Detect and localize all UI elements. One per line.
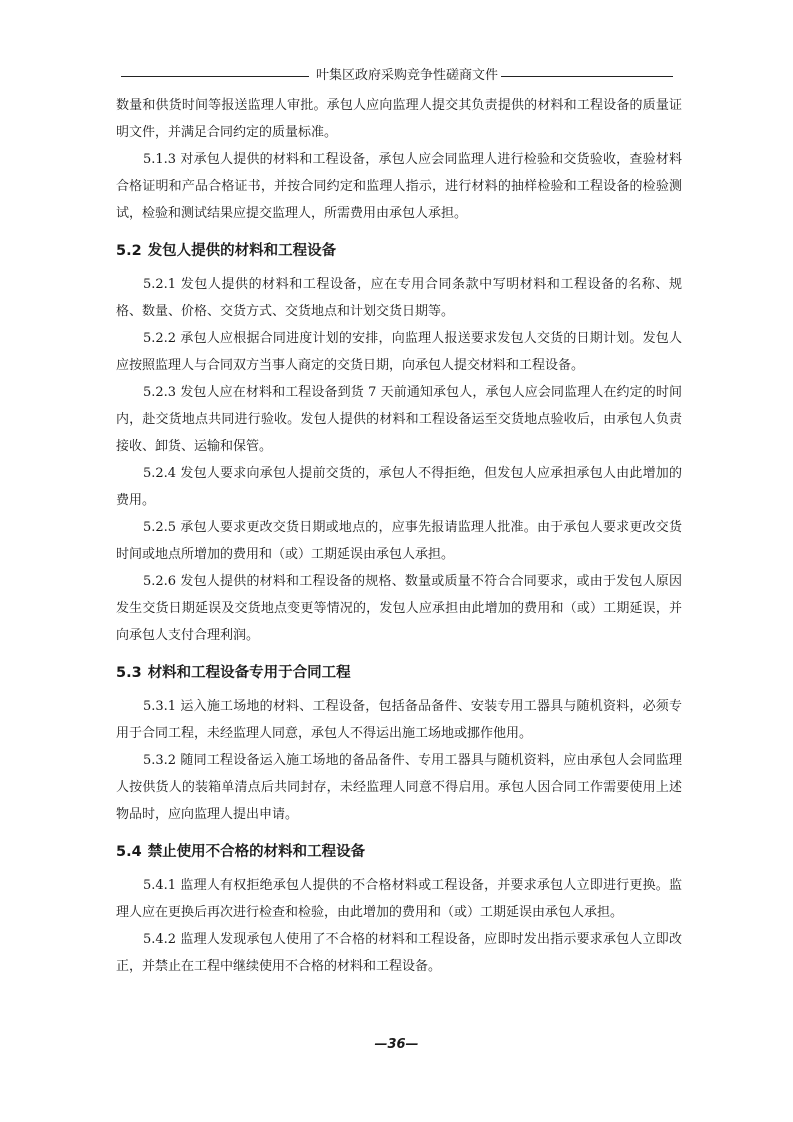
document-body xyxy=(116,92,682,980)
clause-5-2-1: 5.2.1 发包人提供的材料和工程设备，应在专用合同条款中写明材料和工程设备的名称、规格、数量、价格、交货方式、交货地点和计划交货日期等。 xyxy=(116,277,682,319)
section-title: 禁止使用不合格的材料和工程设备 xyxy=(147,844,366,860)
clause-5-2-6: 5.2.6 发包人提供的材料和工程设备的规格、数量或质量不符合合同要求，或由于发包人原因发生交货日期延误及交货地点变更等情况的，发包人应承担由此增加的费用和（或）工期延误，并向承包人支付合理利润。 xyxy=(116,574,682,643)
clause-5-4-1: 5.4.1 监理人有权拒绝承包人提供的不合格材料或工程设备，并要求承包人立即进行更换。监理人应在更换后再次进行检查和检验，由此增加的费用和（或）工期延误由承包人承担。 xyxy=(116,878,682,920)
clause-5-2-3: 5.2.3 发包人应在材料和工程设备到货 7 天前通知承包人，承包人应会同监理人在约定的时间内，赴交货地点共同进行验收。发包人提供的材料和工程设备运至交货地点验收后，由承包人负责接收、卸货、运输和保管。 xyxy=(116,385,682,454)
clause-5-3-2: 5.3.2 随同工程设备运入施工场地的备品备件、专用工器具与随机资料，应由承包人会同监理人按供货人的装箱单清点后共同封存，未经监理人同意不得启用。承包人因合同工作需要使用上述物品时，应向监理人提出申请。 xyxy=(116,753,682,822)
clause-5-2-5: 5.2.5 承包人要求更改交货日期或地点的，应事先报请监理人批准。由于承包人要求更改交货时间或地点所增加的费用和（或）工期延误由承包人承担。 xyxy=(116,520,682,562)
clause-5-4-2: 5.4.2 监理人发现承包人使用了不合格的材料和工程设备，应即时发出指示要求承包人立即改正，并禁止在工程中继续使用不合格的材料和工程设备。 xyxy=(116,932,682,974)
clause-5-3-1: 5.3.1 运入施工场地的材料、工程设备，包括备品备件、安装专用工器具与随机资料，必须专用于合同工程，未经监理人同意，承包人不得运出施工场地或挪作他用。 xyxy=(116,699,682,741)
header-title: 叶集区政府采购竞争性磋商文件 xyxy=(315,68,498,83)
header-rule-right xyxy=(501,76,673,77)
header-rule-left xyxy=(121,76,309,77)
section-number: 5.2 xyxy=(116,243,142,259)
page-number: —36— xyxy=(374,1037,419,1052)
section-title: 材料和工程设备专用于合同工程 xyxy=(147,665,351,681)
section-heading-5-2 xyxy=(116,238,682,264)
section-heading-5-3 xyxy=(116,660,682,686)
clause-5-1-3: 5.1.3 对承包人提供的材料和工程设备，承包人应会同监理人进行检验和交货验收，查验材料合格证明和产品合格证书，并按合同约定和监理人指示，进行材料的抽样检验和工程设备的检验测试，检验和测试结果应提交监理人，所需费用由承包人承担。 xyxy=(116,152,682,221)
section-number: 5.4 xyxy=(116,844,142,860)
clause-5-2-4: 5.2.4 发包人要求向承包人提前交货的，承包人不得拒绝，但发包人应承担承包人由此增加的费用。 xyxy=(116,466,682,508)
page-header xyxy=(121,66,673,86)
section-title: 发包人提供的材料和工程设备 xyxy=(147,243,337,259)
section-heading-5-4 xyxy=(116,839,682,865)
section-number: 5.3 xyxy=(116,665,142,681)
clause-5-2-2: 5.2.2 承包人应根据合同进度计划的安排，向监理人报送要求发包人交货的日期计划。发包人应按照监理人与合同双方当事人商定的交货日期，向承包人提交材料和工程设备。 xyxy=(116,331,682,373)
paragraph: 数量和供货时间等报送监理人审批。承包人应向监理人提交其负责提供的材料和工程设备的质量证明文件，并满足合同约定的质量标准。 xyxy=(116,98,682,140)
